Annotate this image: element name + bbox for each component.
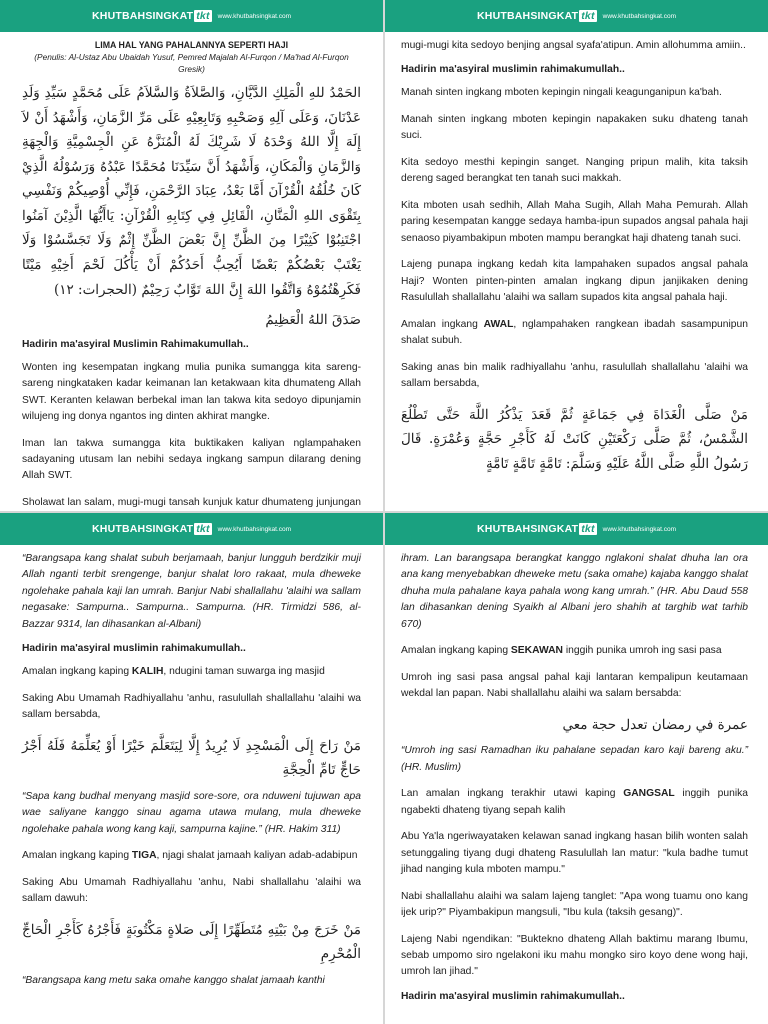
author-credit: (Penulis: Al-Ustaz Abu Ubaidah Yusuf, Pemred Majalah Al-Furqon / Ma'had Al-Furqon Gresik) <box>34 52 349 75</box>
page-2 <box>385 0 768 511</box>
paragraph: Lajeng punapa ingkang kedah kita lampahaken supados angsal pahala Haji? Wonten pinten-pinten amalan ingkang dipun janjikaken dening Rasulullah shallallahu 'alaihi wa sallam supados kita angsal pahala haji. <box>401 259 748 304</box>
paragraph: Umroh ing sasi pasa angsal pahal kaji lantaran kempalipun keutamaan wekdal lan papan. Nabi shallallahu alaihi wa salam bersabda: <box>401 671 748 700</box>
paragraph: Manah sinten ingkang mboten kepingin napakaken suku dhateng tanah suci. <box>401 113 748 142</box>
paragraph: Amalan ingkang AWAL, nglampahaken rangkean ibadah sasampunipun shalat subuh. <box>401 318 748 347</box>
site-logo: KHUTBAHSINGKAT tkt <box>477 10 595 22</box>
page-4 <box>385 513 768 1024</box>
paragraph: Saking Abu Umamah Radhiyallahu 'anhu, rasulullah shallallahu 'alaihi wa sallam bersabda, <box>22 692 361 721</box>
page-1 <box>0 0 383 511</box>
site-url[interactable]: www.khutbahsingkat.com <box>602 525 676 533</box>
header-bar <box>0 513 383 545</box>
header-bar <box>385 513 768 545</box>
paragraph: Kita sedoyo mesthi kepingin sanget. Nanging pripun malih, kita taksih dereng saged berangkat ten tanah suci makkah. <box>401 156 748 185</box>
arabic-opening: الحَمْدُ للهِ الْمَلِكِ الدَّيَّانِ، وَالصَّلاَةُ وَالسَّلاَمُ عَلَى مُحَمَّدٍ سَيِّدِ وَلَدِ عَدْنَانَ، وَعَلَى آلِهِ وَصَحْبِهِ وَتَابِعِيْهِ عَلَى مَرِّ الزَّمَانِ، وَأَشْهَدُ أَنْ لاَ إِلَهَ إِلَّا اللهُ وَحْدَهُ لَا شَرِيْكَ لَهُ الْمُنَزَّهُ عَنِ الْجِسْمِيَّةِ وَالْجِهَةِ وَالزَّمَانِ وَالْمَكَانِ، وَأَشْهَدُ أَنَّ سَيِّدَنَا مُحَمَّدًا عَبْدُهُ وَرَسُوْلُهُ الَّذِيْ كَانَ خُلُقُهُ الْقُرْآنَ أَمَّا بَعْدُ، عِبَادَ الرَّحْمَنِ، فَإِنِّي أُوْصِيكُمْ وَنَفْسِي بِتَقْوَى اللهِ الْمَنَّانِ، الْقَائِلِ فِي كِتَابِهِ الْقُرْآنِ: يَاأَيُّهَا الَّذِيْنَ آمَنُوا اجْتَنِبُوْا كَثِيْرًا مِنَ الظَّنِّ إِنَّ بَعْضَ الظَّنِّ إِثْمٌ وَلَا تَجَسَّسُوْا وَلَا يَغْتَبْ بَعْضُكُمْ بَعْضًا أَيُحِبُّ أَحَدُكُمْ أَنْ يَأْكُلَ لَحْمَ أَخِيْهِ مَيْتًا فَكَرِهْتُمُوْهُ وَاتَّقُوا اللهَ إِنَّ اللهَ تَوَّابٌ رَحِيْمٌ (الحجرات: ١٢) <box>22 85 361 298</box>
header-bar <box>0 0 383 32</box>
site-url[interactable]: www.khutbahsingkat.com <box>602 12 676 20</box>
ordinal-label: TIGA <box>131 850 157 862</box>
paragraph: Lan amalan ingkang terakhir utawi kaping GANGSAL inggih punika ngabekti dhateng tiyang sepah kalih <box>401 788 748 816</box>
arabic-hadith: مَنْ رَاحَ إِلَى الْمَسْجِدِ لَا يُرِيدُ إِلَّا لِيَتَعَلَّمَ خَيْرًا أَوْ يُعَلِّمَهُ فَلَهُ أَجْرُ حَاجٍّ تَامِّ الْحِجَّةِ <box>22 737 361 779</box>
paragraph: Saking Abu Umamah Radhiyallahu 'anhu, Nabi shallallahu 'alaihi wa sallam dawuh: <box>22 876 361 905</box>
arabic-hadith: مَنْ خَرَجَ مِنْ بَيْتِهِ مُتَطَهِّرًا إِلَى صَلاةٍ مَكْتُوبَةٍ فَأَجْرُهُ كَأَجْرِ الْحَاجِّ الْمُحْرِمِ <box>22 921 361 963</box>
ordinal-label: KALIH <box>131 666 164 678</box>
paragraph: Saking anas bin malik radhiyallahu 'anhu, rasulullah shallallahu 'alaihi wa sallam bersabda, <box>401 361 748 390</box>
site-logo: KHUTBAHSINGKAT tkt <box>92 10 210 22</box>
hadith-translation: ihram. Lan barangsapa berangkat kanggo nglakoni shalat dhuha lan ora ana kang menyebabkan dheweke metu (saka omahe) kajaba kanggo shalat dhuha mula pahalane kaya pahala wong kang umrah.” (HR. Abu Daud 558 lan dihasankan dening Syaikh al Albani jero shahih at targhib wat tarhib 670) <box>401 553 748 630</box>
site-url[interactable]: www.khutbahsingkat.com <box>217 525 291 533</box>
paragraph: Nabi shallallahu alaihi wa salam lajeng tanglet: "Apa wong tuamu ono kang ijek urip?" Piyambakipun mangsuli, "Ibu kula (taksih gesang)". <box>401 890 748 919</box>
hadith-translation: “Umroh ing sasi Ramadhan iku pahalane sepadan karo kaji bareng aku.” (HR. Muslim) <box>401 745 748 773</box>
paragraph: Amalan ingkang kaping TIGA, njagi shalat jamaah kaliyan adab-adabipun <box>22 850 358 862</box>
article-title: LIMA HAL YANG PAHALANNYA SEPERTI HAJI <box>94 40 289 50</box>
hadith-translation: “Barangsapa kang metu saka omahe kanggo shalat jamaah kanthi <box>22 974 325 986</box>
paragraph: Kita mboten usah sedhih, Allah Maha Sugih, Allah Maha Pemurah. Allah paring kesempatan kangge sedaya hamba-ipun supados angsal pahala haji senaoso piyambakipun mboten mampu berangkat haji dhateng tanah suci. <box>401 199 748 244</box>
paragraph: Abu Ya'la ngeriwayataken kelawan sanad ingkang hasan bilih wonten salah setunggaling tiyang dugi dhateng Rasulullah lan matur: "kula badhe tumut jihad nanging kula mboten mampu." <box>401 831 748 876</box>
site-logo: KHUTBAHSINGKAT tkt <box>477 523 595 535</box>
paragraph: Lajeng Nabi ngendikan: "Buktekno dhateng Allah baktimu marang Ibumu, sebab umpomo siro ngelakoni iku mahu mongko siro koyo dene wong haji, umroh lan jihad." <box>401 933 748 978</box>
paragraph: Sholawat lan salam, mugi-mugi tansah kunjuk katur dhumateng junjungan <box>22 496 361 508</box>
paragraph: mugi-mugi kita sedoyo benjing angsal syafa'atipun. Amin allohumma amiin.. <box>401 40 746 51</box>
paragraph: Amalan ingkang kaping KALIH, ndugini taman suwarga ing masjid <box>22 666 325 678</box>
arabic-closing: صَدَقَ اللهُ الْعَظِيمُ <box>265 312 361 329</box>
section-heading: Hadirin ma'asyiral muslimin rahimakumullah.. <box>401 64 625 76</box>
ordinal-label: AWAL <box>483 318 514 330</box>
section-heading: Hadirin ma'asyiral Muslimin Rahimakumullah.. <box>22 338 249 350</box>
ordinal-label: SEKAWAN <box>510 645 563 657</box>
section-heading: Hadirin ma'asyiral muslimin rahimakumullah.. <box>401 990 625 1002</box>
hadith-translation: “Barangsapa kang shalat subuh berjamaah, banjur lungguh berdzikir muji Allah nganti terbit srengenge, banjur shalat loro rakaat, mula dheweke ngolehake pahala kaji lan umrah. Banjur Nabi shallallahu 'alaihi wa sallam negasake: Sampurna.. Sampurna.. Sampurna. (HR. Tirmidzi 586, al-Bazzar 9314, lan dihasankan al-Albani) <box>22 553 361 630</box>
paragraph: Iman lan takwa sumangga kita buktikaken kaliyan nglampahaken sadayaning utusam lan nebihi sedaya ingkang sampun dilarang dening Allah SWT. <box>22 437 361 482</box>
site-url[interactable]: www.khutbahsingkat.com <box>217 12 291 20</box>
ordinal-label: GANGSAL <box>623 788 675 800</box>
header-bar <box>385 0 768 32</box>
section-heading: Hadirin ma'asyiral muslimin rahimakumullah.. <box>22 643 246 655</box>
paragraph: Wonten ing kesempatan ingkang mulia punika sumangga kita sareng-sareng ningkataken kadar keimanan lan ketakwaan kita dhumateng Allah SWT. Keranten kelawan berbekal iman lan takwa kita sedoyo dipunjamin wilujeng ing donya ngantos ing dinten akhirat mangke. <box>22 361 361 423</box>
paragraph: Manah sinten ingkang mboten kepingin ningali keagunganipun ka'bah. <box>401 87 722 99</box>
arabic-hadith: مَنْ صَلَّى الْغَدَاةَ فِي جَمَاعَةٍ ثُمَّ قَعَدَ يَذْكُرُ اللَّهَ حَتَّى تَطْلُعَ الشَّمْسُ، ثُمَّ صَلَّى رَكْعَتَيْنِ كَانَتْ لَهُ كَأَجْرِ حَجَّةٍ وَعُمْرَةٍ. قَالَ رَسُولُ اللَّهِ صَلَّى اللَّهُ عَلَيْهِ وَسَلَّمَ: تَامَّةٍ تَامَّةٍ تَامَّةٍ <box>401 406 748 472</box>
arabic-hadith: عمرة في رمضان تعدل حجة معي <box>562 716 748 733</box>
hadith-translation: “Sapa kang budhal menyang masjid sore-sore, ora nduweni tujuwan apa wae saliyane kanggo sinau agama utawa mulang, mula dheweke ngolehake pahala wong kang kaji, sampurna kajine.” (HR. Hakim 311) <box>22 790 361 835</box>
paragraph: Amalan ingkang kaping SEKAWAN inggih punika umroh ing sasi pasa <box>401 645 722 657</box>
page-3 <box>0 513 383 1024</box>
site-logo: KHUTBAHSINGKAT tkt <box>92 523 210 535</box>
